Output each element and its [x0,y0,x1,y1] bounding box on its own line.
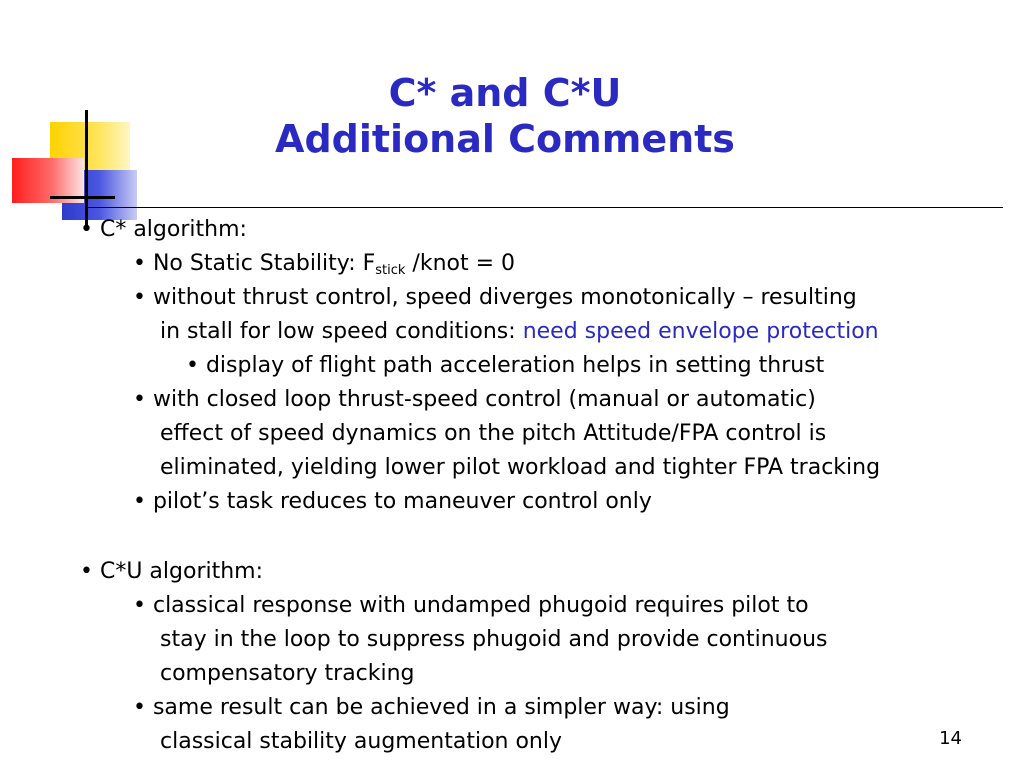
cstar-item-3-line-1: • with closed loop thrust-speed control (manual or automatic) [133,387,816,412]
page-number: 14 [939,728,962,749]
cstar-item-1-subscript: stick [375,263,406,278]
speed-envelope-highlight: need speed envelope protection [522,319,879,344]
cstar-item-3-line-3: eliminated, yielding lower pilot workload and tighter FPA tracking [160,455,881,480]
cstaru-item-1-line-3: compensatory tracking [160,661,415,686]
cstar-item-1-suffix: /knot = 0 [405,251,516,276]
cstar-item-4: • pilot’s task reduces to maneuver control only [133,489,652,514]
title-line-2: Additional Comments [275,117,735,161]
title-divider-line [88,207,1003,208]
cstaru-item-1-line-1: • classical response with undamped phugoid requires pilot to [133,593,809,618]
cstaru-item-2-line-2: classical stability augmentation only [160,729,562,754]
cstaru-item-2-line-1: • same result can be achieved in a simpler way: using [133,695,730,720]
decor-horizontal-line [50,196,115,199]
cstar-item-2-subitem: • display of flight path acceleration helps in setting thrust [186,353,825,378]
title-line-1: C* and C*U [388,71,622,115]
cstaru-heading: • C*U algorithm: [80,559,264,584]
cstar-heading: • C* algorithm: [80,217,247,242]
cstaru-item-1-line-2: stay in the loop to suppress phugoid and provide continuous [160,627,828,652]
cstar-item-3-line-2: effect of speed dynamics on the pitch Attitude/FPA control is [160,421,827,446]
cstar-item-2-line-2-prefix: in stall for low speed conditions: [160,319,523,344]
slide-title [0,70,1010,162]
cstar-item-2-line-2 [160,316,879,348]
cstar-item-1-prefix: • No Static Stability: F [133,251,376,276]
cstar-item-2-line-1: • without thrust control, speed diverges monotonically – resulting [133,285,857,310]
